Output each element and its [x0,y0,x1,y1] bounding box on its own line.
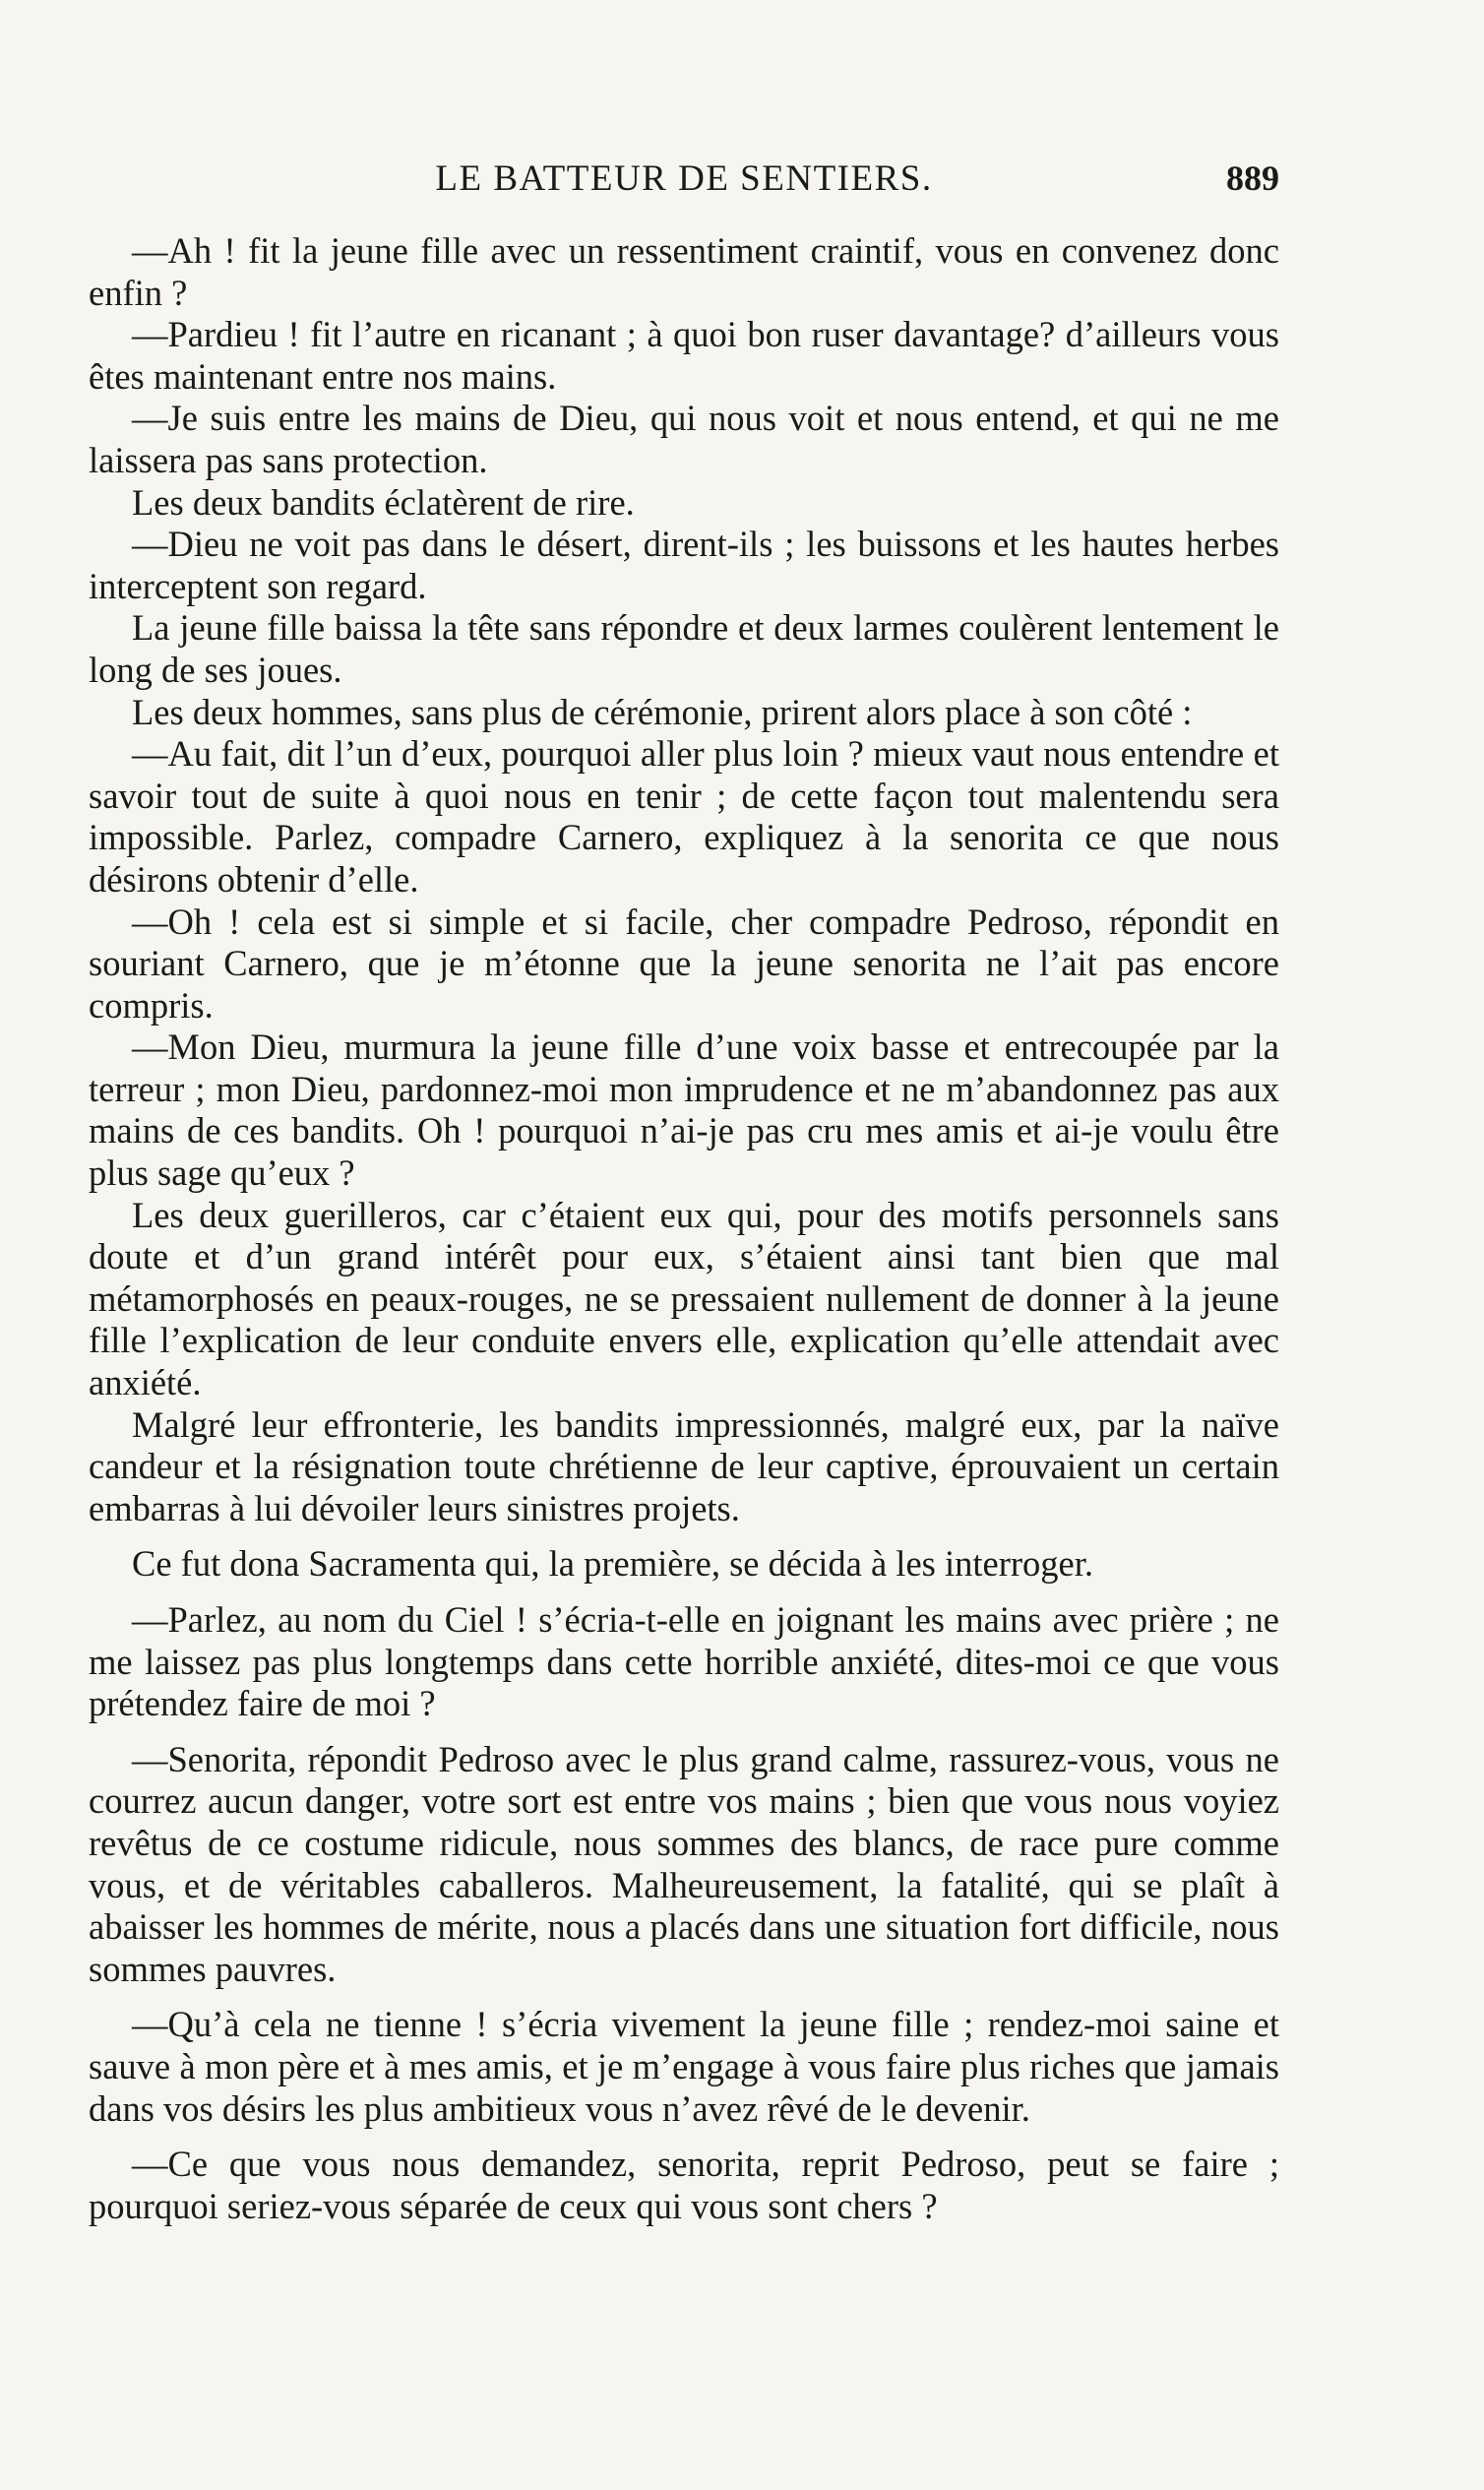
paragraph: —Oh ! cela est si simple et si facile, cher compadre Pedroso, répondit en souriant Carnero, que je m’étonne que la jeune senorita ne l’ait pas encore compris. [89,901,1279,1026]
paragraph: Les deux hommes, sans plus de cérémonie, prirent alors place à son côté : [132,691,1193,732]
paragraph: —Dieu ne voit pas dans le désert, dirent-ils ; les buissons et les hautes herbes interceptent son regard. [89,524,1279,606]
paragraph: Les deux bandits éclatèrent de rire. [132,481,635,523]
page-number: 889 [1226,158,1279,198]
paragraph: —Ah ! fit la jeune fille avec un ressentiment craintif, vous en convenez donc enfin ? [89,230,1279,313]
body-text [89,230,1279,2227]
paragraph: —Senorita, répondit Pedroso avec le plus grand calme, rassurez-vous, vous ne courrez aucun danger, votre sort est entre vos mains ; bien que vous nous voyiez revêtus de ce costume ridicule, nous sommes des blancs, de race pure comme vous, et de véritables caballeros. Malheureusement, la fatalité, qui se plaît à abaisser les hommes de mérite, nous a placés dans une situation fort difficile, nous sommes pauvres. [89,1738,1279,1989]
paragraph: La jeune fille baissa la tête sans répondre et deux larmes coulèrent lentement le long de ses joues. [89,607,1279,690]
paragraph: Ce fut dona Sacramenta qui, la première, se décida à les interroger. [132,1543,1093,1585]
book-page [89,138,1279,2227]
paragraph: Les deux guerilleros, car c’étaient eux qui, pour des motifs personnels sans doute et d’un grand intérêt pour eux, s’étaient ainsi tant bien que mal métamorphosés en peaux-rouges, ne se pressaient nullement de donner à la jeune fille l’explication de leur conduite envers elle, explication qu’elle attendait avec anxiété. [89,1194,1279,1403]
paragraph: —Parlez, au nom du Ciel ! s’écria-t-elle en joignant les mains avec prière ; ne me laissez pas plus longtemps dans cette horrible anxiété, dites-moi ce que vous prétendez faire de moi ? [89,1599,1279,1724]
paragraph: —Qu’à cela ne tienne ! s’écria vivement la jeune fille ; rendez-moi saine et sauve à mon père et à mes amis, et je m’engage à vous faire plus riches que jamais dans vos désirs les plus ambitieux vous n’avez rêvé de le devenir. [89,2004,1279,2129]
paragraph: —Au fait, dit l’un d’eux, pourquoi aller plus loin ? mieux vaut nous entendre et savoir tout de suite à quoi nous en tenir ; de cette façon tout malentendu sera impossible. Parlez, compadre Carnero, expliquez à la senorita ce que nous désirons obtenir d’elle. [89,733,1279,900]
paragraph: Malgré leur effronterie, les bandits impressionnés, malgré eux, par la naïve candeur et la résignation toute chrétienne de leur captive, éprouvaient un certain embarras à lui dévoiler leurs sinistres projets. [89,1403,1279,1528]
paragraph: —Je suis entre les mains de Dieu, qui nous voit et nous entend, et qui ne me laissera pas sans protection. [89,398,1279,480]
paragraph: —Pardieu ! fit l’autre en ricanant ; à quoi bon ruser davantage? d’ailleurs vous êtes maintenant entre nos mains. [89,314,1279,397]
paragraph: —Ce que vous nous demandez, senorita, reprit Pedroso, peut se faire ; pourquoi seriez-vous séparée de ceux qui vous sont chers ? [89,2144,1279,2226]
paragraph: —Mon Dieu, murmura la jeune fille d’une voix basse et entrecoupée par la terreur ; mon Dieu, pardonnez-moi mon imprudence et ne m’abandonnez pas aux mains de ces bandits. Oh ! pourquoi n’ai-je pas cru mes amis et ai-je voulu être plus sage qu’eux ? [89,1027,1279,1194]
running-header [89,138,1279,217]
running-title: LE BATTEUR DE SENTIERS. [435,158,933,199]
